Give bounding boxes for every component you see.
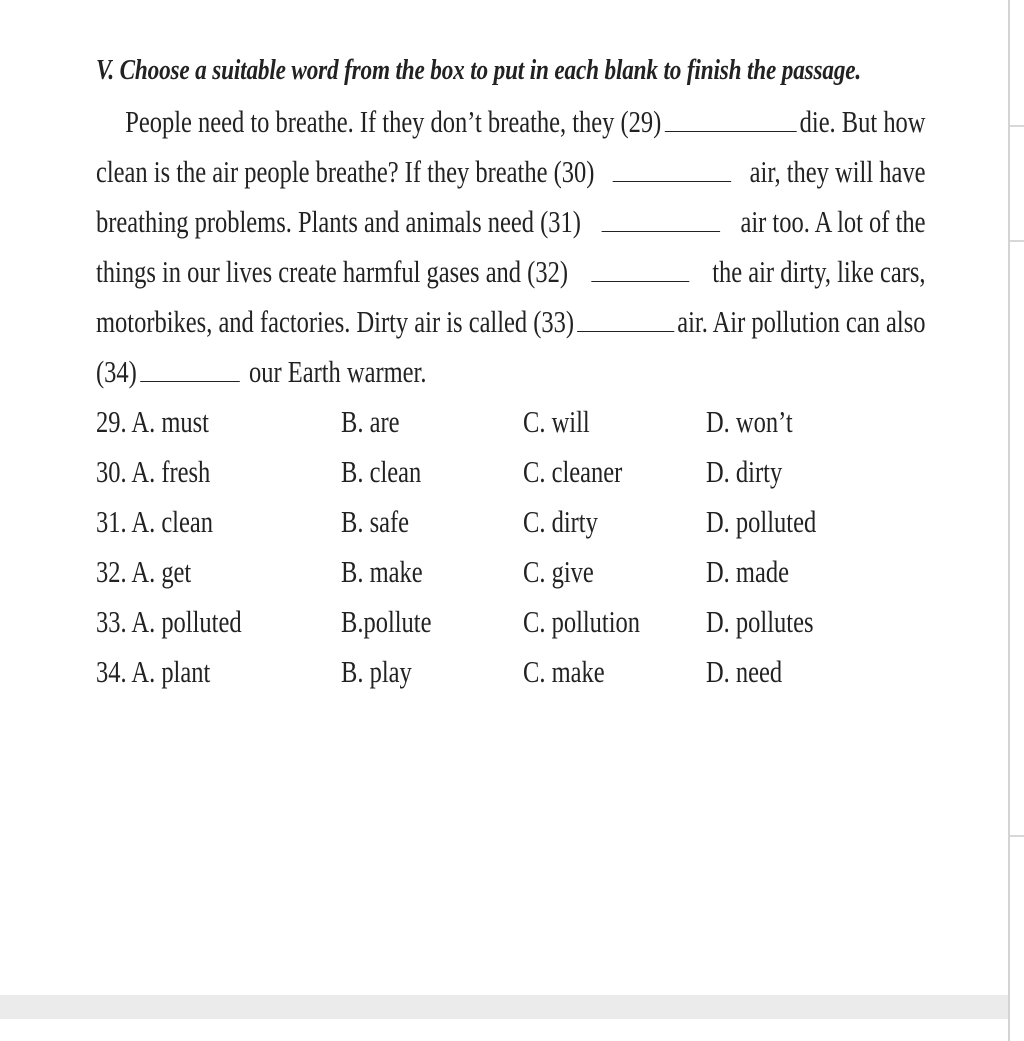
right-gutter xyxy=(1010,0,1024,1041)
answer-blank-33 xyxy=(577,299,674,332)
option-c: C. give xyxy=(523,554,594,589)
option-d: D. pollutes xyxy=(706,604,814,639)
option-b: B. clean xyxy=(341,454,422,489)
option-d: D. won’t xyxy=(706,404,793,439)
passage-line xyxy=(96,147,926,197)
option-a: 33. A. polluted xyxy=(96,604,242,639)
option-a: 31. A. clean xyxy=(96,504,213,539)
answer-blank-32 xyxy=(591,249,689,282)
option-c: C. make xyxy=(523,654,605,689)
answer-options xyxy=(96,397,926,697)
page-bottom-band xyxy=(0,995,1008,1019)
question-row xyxy=(96,397,926,447)
option-a: 29. A. must xyxy=(96,404,209,439)
passage-text: die. But how xyxy=(799,104,926,139)
passage-line xyxy=(96,347,926,397)
gutter-tick xyxy=(1010,835,1024,837)
passage-text: air. Air pollution can also xyxy=(677,304,926,339)
passage-text: People need to breathe. If they don’t breathe, they (29) xyxy=(125,104,662,139)
option-d: D. polluted xyxy=(706,504,817,539)
question-row xyxy=(96,647,926,697)
passage-line xyxy=(96,197,926,247)
answer-blank-29 xyxy=(664,99,796,132)
option-b: B. make xyxy=(341,554,423,589)
option-b: B.pollute xyxy=(341,604,432,639)
option-d: D. made xyxy=(706,554,789,589)
question-row xyxy=(96,547,926,597)
option-d: D. dirty xyxy=(706,454,783,489)
passage-text: air too. A lot of the xyxy=(740,204,926,239)
option-b: B. play xyxy=(341,654,412,689)
option-c: C. will xyxy=(523,404,590,439)
question-row xyxy=(96,447,926,497)
gutter-tick xyxy=(1010,240,1024,242)
passage-text: the air dirty, like cars, xyxy=(712,254,926,289)
passage xyxy=(96,97,926,397)
option-d: D. need xyxy=(706,654,783,689)
passage-text: (34) xyxy=(96,354,137,389)
option-c: C. pollution xyxy=(523,604,641,639)
answer-blank-30 xyxy=(613,149,732,182)
passage-text: breathing problems. Plants and animals need (31) xyxy=(96,204,581,239)
gutter-tick xyxy=(1010,125,1024,127)
exercise-section xyxy=(96,50,926,697)
passage-text: motorbikes, and factories. Dirty air is called (33) xyxy=(96,304,575,339)
answer-blank-34 xyxy=(140,349,240,382)
exercise-heading: V. Choose a suitable word from the box to put in each blank to finish the passage. xyxy=(96,54,862,86)
passage-text: things in our lives create harmful gases and (32) xyxy=(96,254,568,289)
passage-text: our Earth warmer. xyxy=(248,354,427,389)
option-b: B. are xyxy=(341,404,400,439)
passage-line xyxy=(96,247,926,297)
option-c: C. cleaner xyxy=(523,454,623,489)
passage-line xyxy=(96,297,926,347)
option-a: 32. A. get xyxy=(96,554,192,589)
option-c: C. dirty xyxy=(523,504,598,539)
passage-line xyxy=(96,97,926,147)
passage-text: air, they will have xyxy=(749,154,926,189)
option-a: 30. A. fresh xyxy=(96,454,211,489)
question-row xyxy=(96,497,926,547)
answer-blank-31 xyxy=(601,199,720,232)
option-a: 34. A. plant xyxy=(96,654,211,689)
question-row xyxy=(96,597,926,647)
option-b: B. safe xyxy=(341,504,410,539)
passage-text: clean is the air people breathe? If they breathe (30) xyxy=(96,154,595,189)
